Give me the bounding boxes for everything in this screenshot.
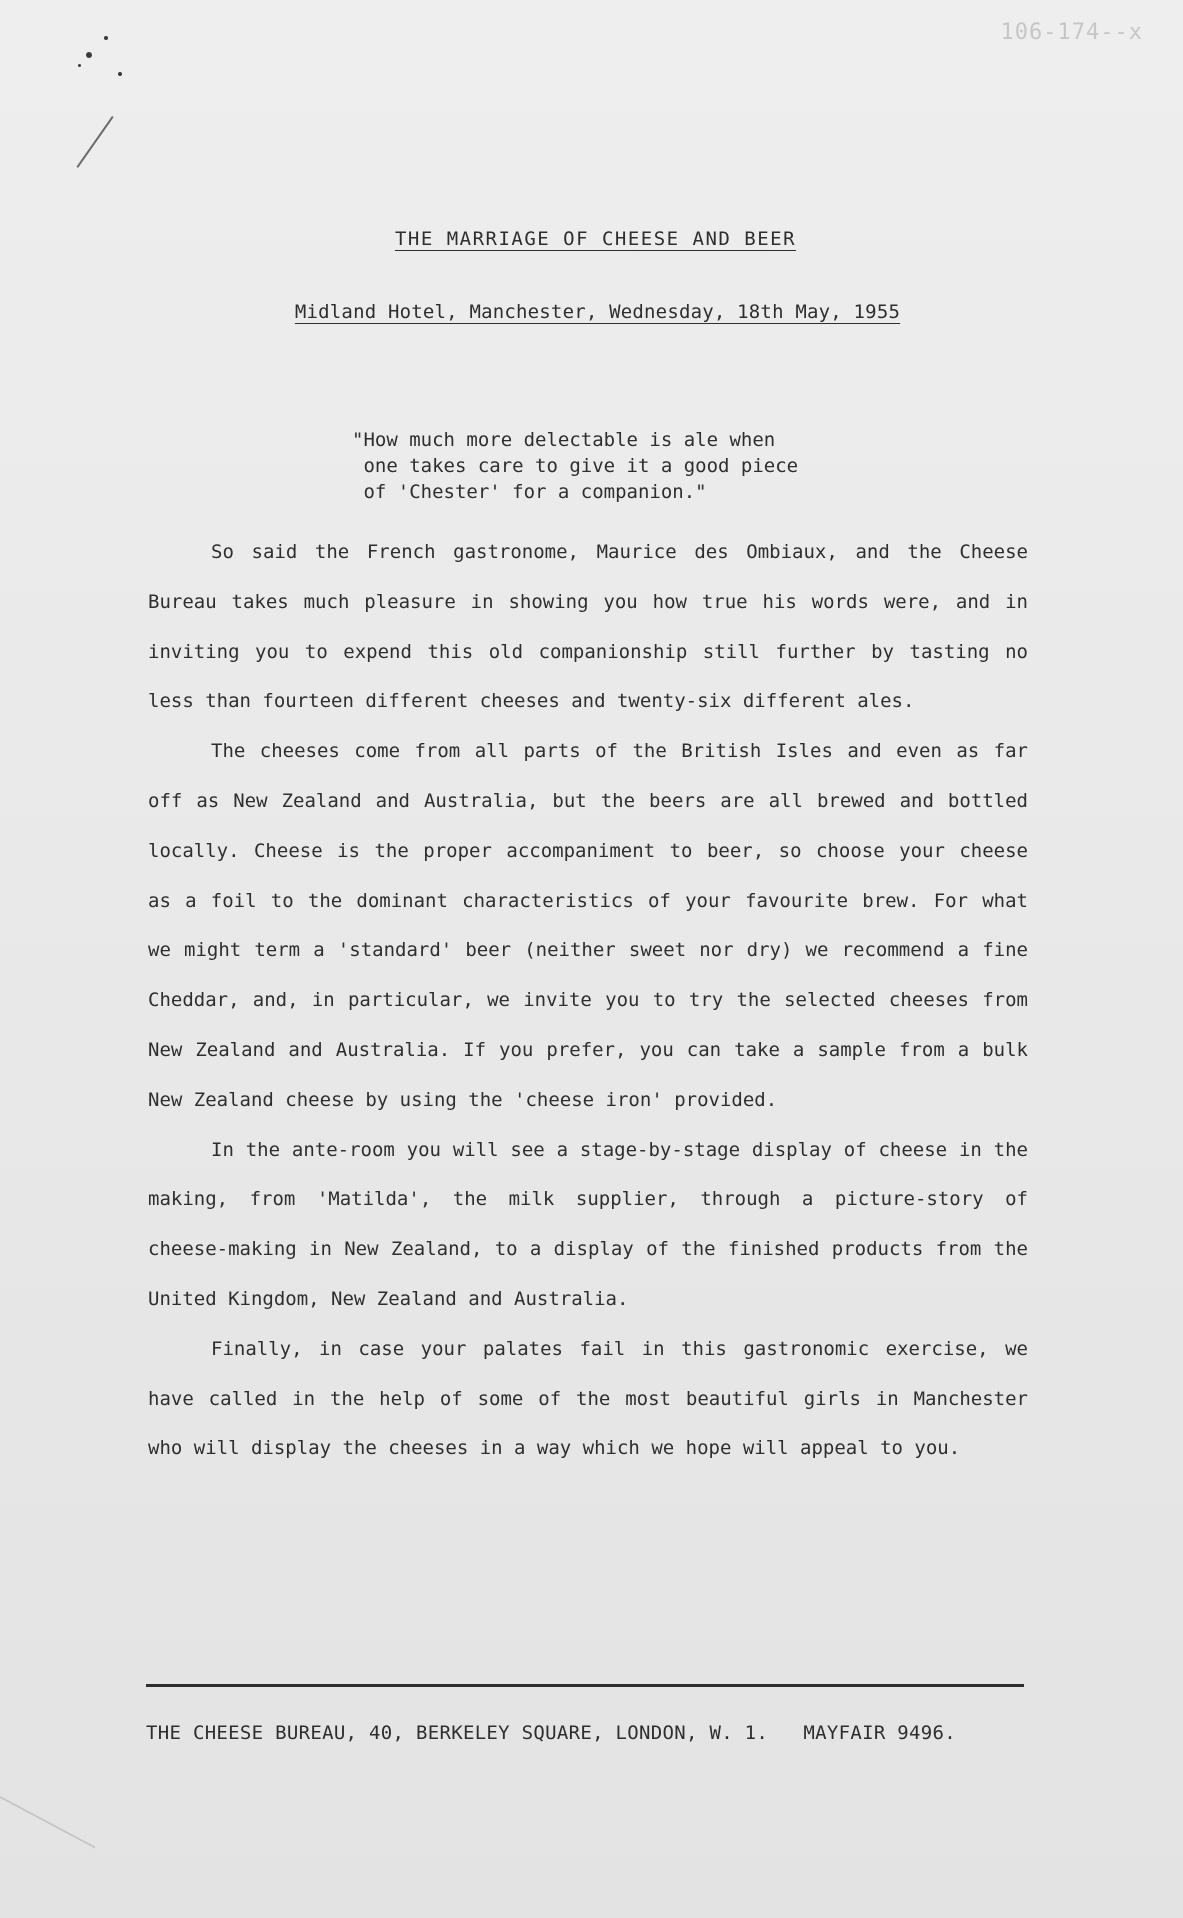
ink-speck	[78, 64, 81, 67]
pencil-mark	[76, 116, 113, 168]
ink-speck	[86, 52, 92, 58]
body-text	[148, 528, 1028, 1474]
document-subtitle: Midland Hotel, Manchester, Wednesday, 18th May, 1955	[294, 301, 901, 323]
paragraph: The cheeses come from all parts of the British Isles and even as far off as New Zealand and Australia, but the beers are all brewed and bottled locally. Cheese is the proper accompaniment to beer, so choose your cheese as a foil to the dominant characteristics of your favourite brew. For what we might term a 'standard' beer (neither sweet nor dry) we recommend a fine Cheddar, and, in particular, we invite you to try the selected cheeses from New Zealand and Australia. If you prefer, you can take a sample from a bulk New Zealand cheese by using the 'cheese iron' provided.	[148, 740, 1028, 1111]
opening-quote: "How much more delectable is ale when one takes care to give it a good piece of 'Chester' for a companion."	[352, 429, 799, 503]
paragraph: In the ante-room you will see a stage-by-stage display of cheese in the making, from 'Matilda', the milk supplier, through a picture-story of cheese-making in New Zealand, to a display of the finished products from the United Kingdom, New Zealand and Australia.	[148, 1138, 1028, 1310]
archive-reference-note: 106-174--x	[1000, 20, 1143, 45]
letterhead-footer: THE CHEESE BUREAU, 40, BERKELEY SQUARE, LONDON, W. 1. MAYFAIR 9496.	[146, 1722, 956, 1744]
document-title: THE MARRIAGE OF CHEESE AND BEER	[394, 228, 797, 250]
folded-corner	[0, 1796, 95, 1918]
footer-divider	[146, 1684, 1024, 1687]
ink-speck	[104, 36, 108, 40]
ink-speck	[118, 72, 122, 76]
paragraph: Finally, in case your palates fail in this gastronomic exercise, we have called in the help of some of the most beautiful girls in Manchester who will display the cheeses in a way which we hope will appeal to you.	[148, 1337, 1028, 1460]
paragraph: So said the French gastronome, Maurice des Ombiaux, and the Cheese Bureau takes much pleasure in showing you how true his words were, and in inviting you to expend this old companionship still further by tasting no less than fourteen different cheeses and twenty-six different ales.	[148, 541, 1028, 713]
